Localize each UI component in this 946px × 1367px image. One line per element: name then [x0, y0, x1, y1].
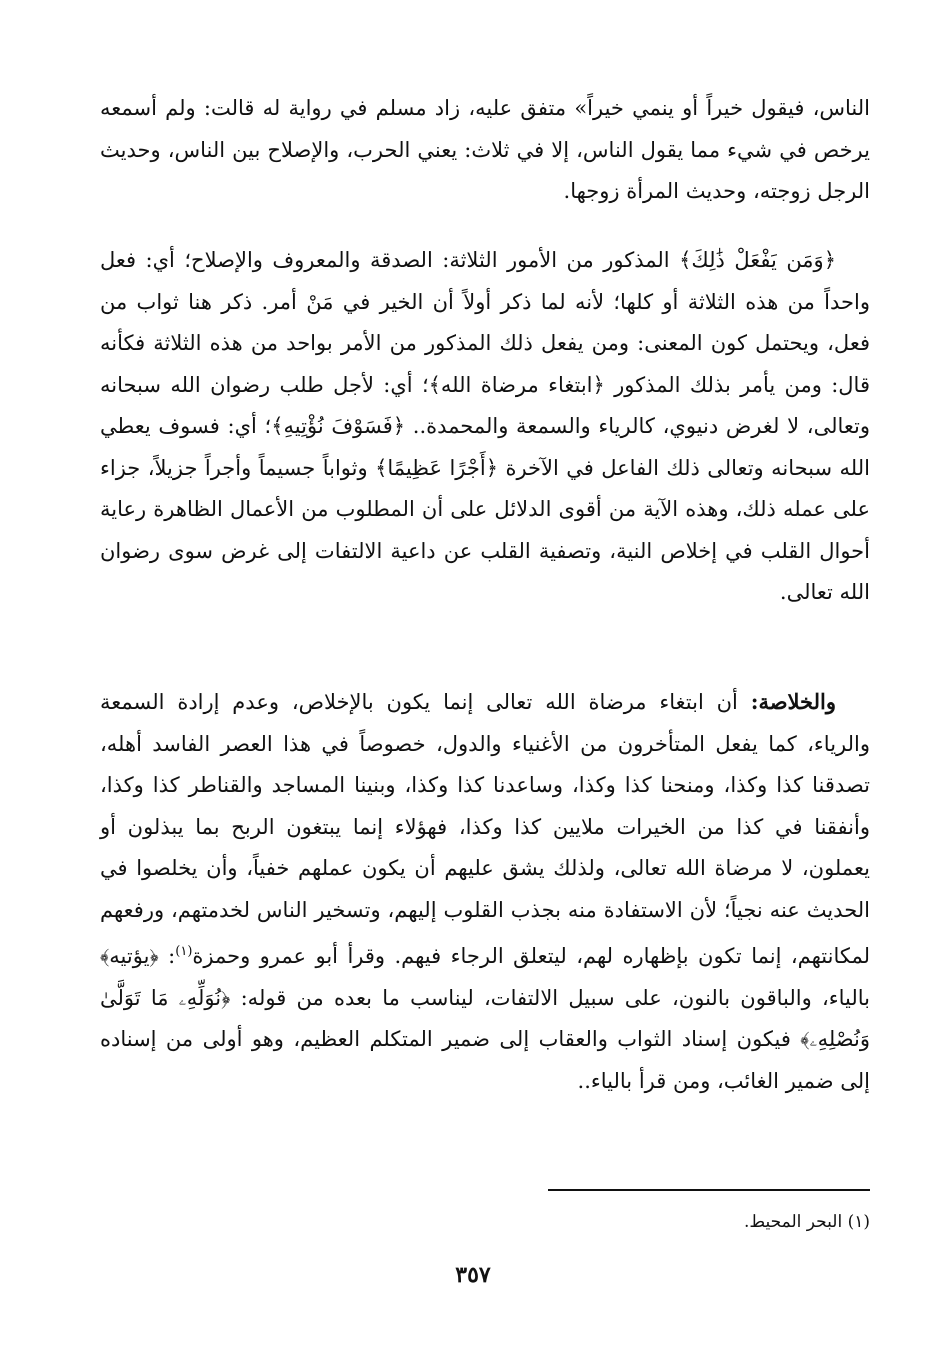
footnote-separator	[548, 1189, 870, 1191]
footnote-reference[interactable]: (١)	[175, 944, 193, 959]
conclusion-text: أن ابتغاء مرضاة الله تعالى إنما يكون بالإخلاص، وعدم إرادة السمعة والرياء، كما يفعل المتأخرون من الأغنياء والدول، خصوصاً في هذا العصر الفاسد أهله، تصدقنا كذا وكذا، ومنحنا كذا وكذا، وساعدنا كذا وكذا، وبنينا المساجد والقناطر كذا وكذا، وأنفقنا في كذا من الخيرات ملايين كذا وكذا، فهؤلاء إنما يبتغون الربح بما يبذلون أو يعملون، لا مرضاة الله تعالى، ولذلك يشق عليهم أن يكون عملهم خفياً، وأن يخلصوا في الحديث عنه نجياً؛ لأن الاستفادة منه بجذب القلوب إليهم، وتسخير الناس لخدمتهم، ورفعهم لمكانتهم، إنما تكون بإظهاره لهم، ليتعلق الرجاء فيهم. وقرأ أبو عمرو وحمزة	[100, 690, 870, 968]
paragraph-tafsir	[100, 240, 870, 614]
paragraph-hadith-continuation: الناس، فيقول خيراً أو ينمي خيراً» متفق عليه، زاد مسلم في رواية له قالت: ولم أسمعه يرخص في شيء مما يقول الناس، إلا في ثلاث: يعني الحرب، والإصلاح بين الناس، وحديث الرجل زوجته، وحديث المرأة زوجها.	[100, 96, 870, 203]
footnote	[100, 1208, 870, 1236]
paragraph-tafsir-text: ﴿وَمَن يَفْعَلْ ذَٰلِكَ﴾ المذكور من الأمور الثلاثة: الصدقة والمعروف والإصلاح؛ أي: فعل واحداً من هذه الثلاثة أو كلها؛ لأنه لما ذكر أولاً أن الخير في مَنْ أمر. ذكر هنا ثواب من فعل، ويحتمل كون المعنى: ومن يفعل ذلك المذكور من الأمر بواحد من هذه الثلاثة فكأنه قال: ومن يأمر بذلك المذكور ﴿ابتغاء مرضاة الله﴾؛ أي: لأجل طلب رضوان الله سبحانه وتعالى، لا لغرض دنيوي، كالرياء والسمعة والمحمدة.. ﴿فَسَوْفَ نُؤْتِيهِ﴾؛ أي: فسوف يعطي الله سبحانه وتعالى ذلك الفاعل في الآخرة ﴿أَجْرًا عَظِيمًا﴾ وثواباً جسيماً وأجراً جزيلاً، جزاء على عمله ذلك، وهذه الآية من أقوى الدلائل على أن المطلوب من الأعمال الظاهرة رعاية أحوال القلب في إخلاص النية، وتصفية القلب عن داعية الالتفات إلى غرض سوى رضوان الله تعالى.	[100, 248, 870, 604]
footnote-number: (١)	[847, 1212, 870, 1232]
footnote-text: البحر المحيط.	[744, 1212, 843, 1232]
paragraph-conclusion	[100, 681, 870, 1102]
conclusion-label: والخلاصة:	[750, 689, 836, 714]
page-number: ٣٥٧	[455, 1262, 491, 1288]
conclusion-text-after: : ﴿يؤتيه﴾ بالياء، والباقون بالنون، على سبيل الالتفات، ليناسب ما بعده من قوله: ﴿نُوَلِّهِۦ مَا تَوَلَّىٰ وَنُصْلِهِۦ﴾ فيكون إسناد الثواب والعقاب إلى ضمير المتكلم العظيم، وهو أولى من إسناده إلى ضمير الغائب، ومن قرأ بالياء..	[100, 944, 870, 1093]
